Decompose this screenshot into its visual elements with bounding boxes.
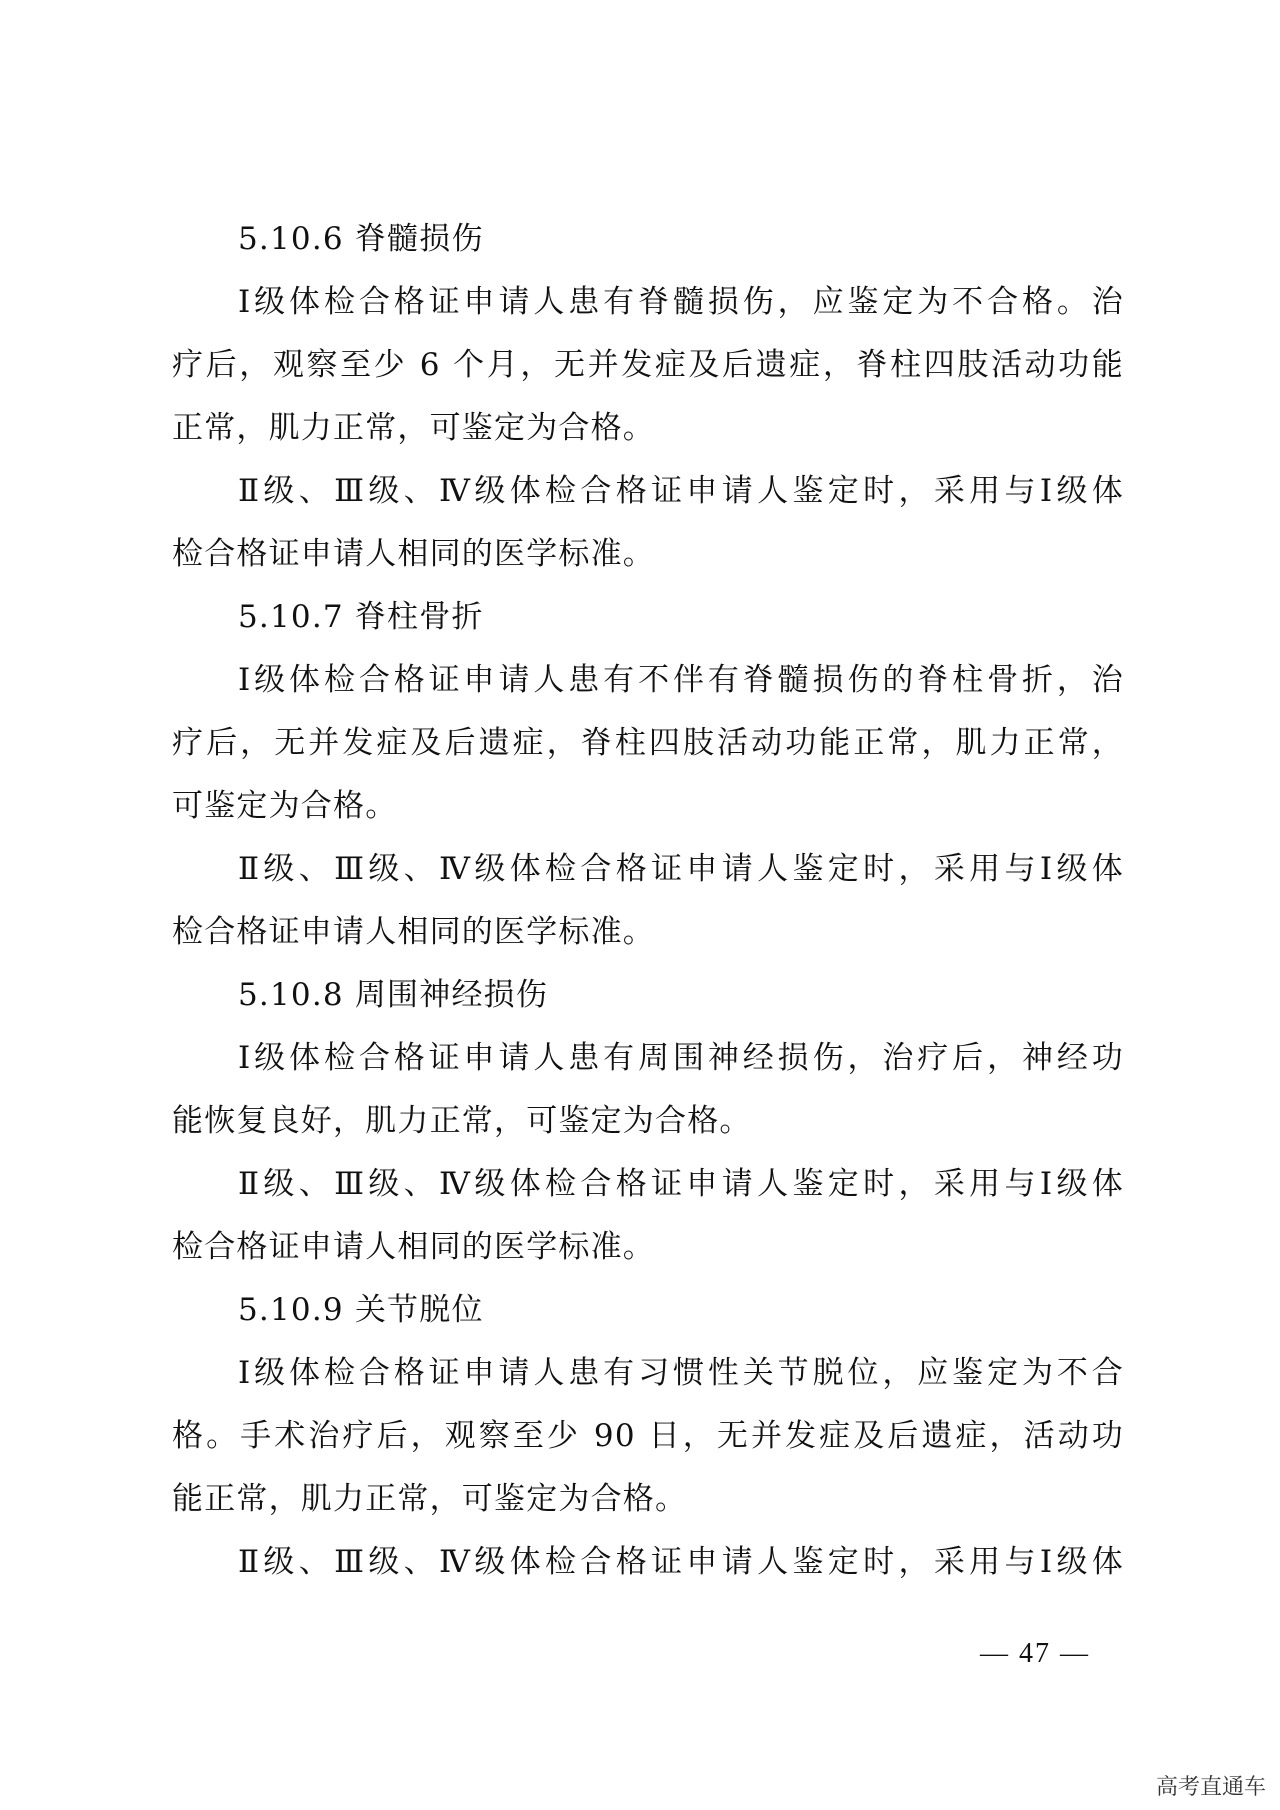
- document-body: [172, 208, 1124, 1594]
- section-heading-5-10-9: 5.10.9 关节脱位: [238, 1292, 484, 1328]
- paragraph-line: 疗后，无并发症及后遗症，脊柱四肢活动功能正常，肌力正常，: [172, 725, 1124, 761]
- paragraph-line: 检合格证申请人相同的医学标准。: [172, 1229, 655, 1265]
- paragraph-line: Ⅰ级体检合格证申请人患有周围神经损伤，治疗后，神经功: [238, 1040, 1124, 1076]
- section-heading-5-10-7: 5.10.7 脊柱骨折: [238, 599, 484, 635]
- paragraph-line: Ⅰ级体检合格证申请人患有不伴有脊髓损伤的脊柱骨折，治: [238, 662, 1124, 698]
- paragraph-line: Ⅰ级体检合格证申请人患有脊髓损伤，应鉴定为不合格。治: [238, 284, 1124, 320]
- watermark: 高考直通车: [1155, 1775, 1266, 1800]
- paragraph-line: 检合格证申请人相同的医学标准。: [172, 914, 655, 950]
- paragraph-line: 能恢复良好，肌力正常，可鉴定为合格。: [172, 1103, 752, 1139]
- page-number: — 47 —: [980, 1638, 1090, 1669]
- paragraph-line: 能正常，肌力正常，可鉴定为合格。: [172, 1481, 688, 1517]
- paragraph-line: 检合格证申请人相同的医学标准。: [172, 536, 655, 572]
- paragraph-line: Ⅱ级、Ⅲ级、Ⅳ级体检合格证申请人鉴定时，采用与Ⅰ级体: [238, 473, 1124, 509]
- paragraph-line: Ⅱ级、Ⅲ级、Ⅳ级体检合格证申请人鉴定时，采用与Ⅰ级体: [238, 851, 1124, 887]
- paragraph-line: 可鉴定为合格。: [172, 788, 398, 824]
- paragraph-line: Ⅱ级、Ⅲ级、Ⅳ级体检合格证申请人鉴定时，采用与Ⅰ级体: [238, 1544, 1124, 1580]
- paragraph-line: Ⅱ级、Ⅲ级、Ⅳ级体检合格证申请人鉴定时，采用与Ⅰ级体: [238, 1166, 1124, 1202]
- section-heading-5-10-6: 5.10.6 脊髓损伤: [238, 221, 484, 257]
- paragraph-line: 正常，肌力正常，可鉴定为合格。: [172, 410, 655, 446]
- paragraph-line: 格。手术治疗后，观察至少 90 日，无并发症及后遗症，活动功: [172, 1418, 1124, 1454]
- section-heading-5-10-8: 5.10.8 周围神经损伤: [238, 977, 549, 1013]
- paragraph-line: 疗后，观察至少 6 个月，无并发症及后遗症，脊柱四肢活动功能: [172, 347, 1124, 383]
- paragraph-line: Ⅰ级体检合格证申请人患有习惯性关节脱位，应鉴定为不合: [238, 1355, 1124, 1391]
